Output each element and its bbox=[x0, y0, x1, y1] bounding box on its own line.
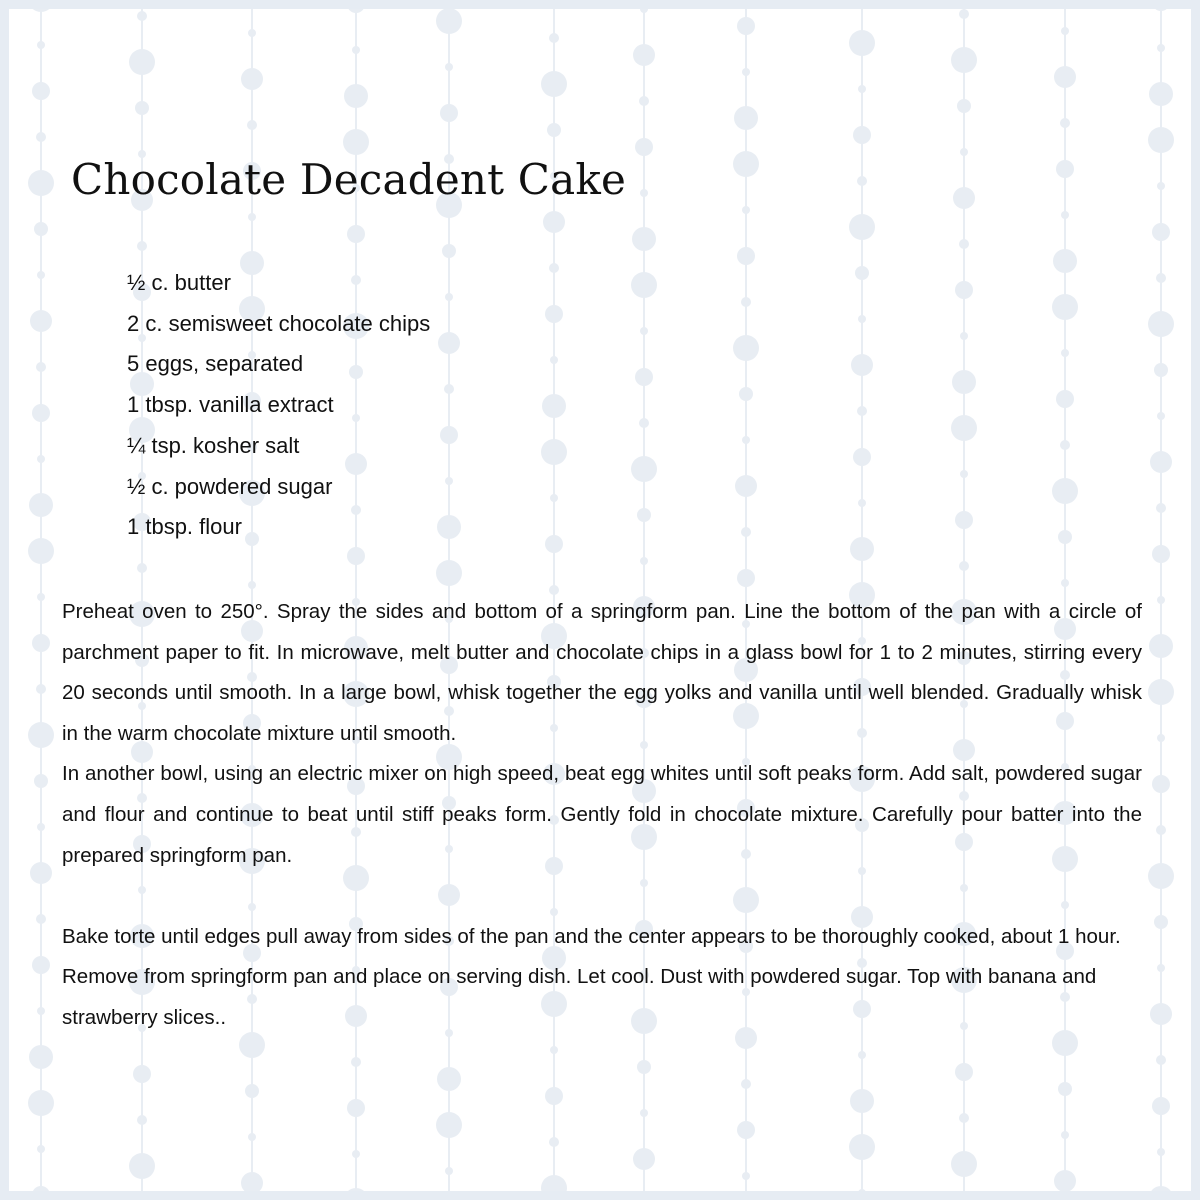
recipe-directions bbox=[62, 592, 1142, 1039]
direction-paragraph: Bake torte until edges pull away from sides of the pan and the center appears to be thoroughly cooked, about 1 hour. Remove from springform pan and place on serving dish. Let cool. Dust with powdered sugar. Top with banana and strawberry slices.. bbox=[62, 924, 1121, 1029]
ingredient-list bbox=[127, 263, 430, 548]
ingredient-item: 1 tbsp. vanilla extract bbox=[127, 392, 334, 418]
ingredient-item: ¼ tsp. kosher salt bbox=[127, 432, 300, 458]
paragraph-spacer bbox=[62, 876, 1142, 917]
ingredient-item: ½ c. powdered sugar bbox=[127, 473, 333, 499]
direction-paragraph: In another bowl, using an electric mixer on high speed, beat egg whites until soft peaks form. Add salt, powdered sugar and flour and continue to beat until stiff peaks form. Gently fold in chocolate mixture. Carefully pour batter into the prepared springform pan. bbox=[62, 762, 1142, 867]
ingredient-item: 2 c. semisweet chocolate chips bbox=[127, 310, 431, 336]
ingredient-item: ½ c. butter bbox=[127, 270, 231, 295]
ingredient-item: 1 tbsp. flour bbox=[127, 514, 242, 540]
ingredient-item: 5 eggs, separated bbox=[127, 351, 304, 377]
recipe-title: Chocolate Decadent Cake bbox=[71, 155, 627, 204]
direction-paragraph: Preheat oven to 250°. Spray the sides and bottom of a springform pan. Line the bottom of the pan with a circle of parchment paper to fit. In microwave, melt butter and chocolate chips in a glass bowl for 1 to 2 minutes, stirring every 20 seconds until smooth. In a large bowl, whisk together the egg yolks and vanilla until well blended. Gradually whisk in the warm chocolate mixture until smooth. bbox=[62, 600, 1142, 745]
recipe-content bbox=[9, 9, 1191, 1191]
